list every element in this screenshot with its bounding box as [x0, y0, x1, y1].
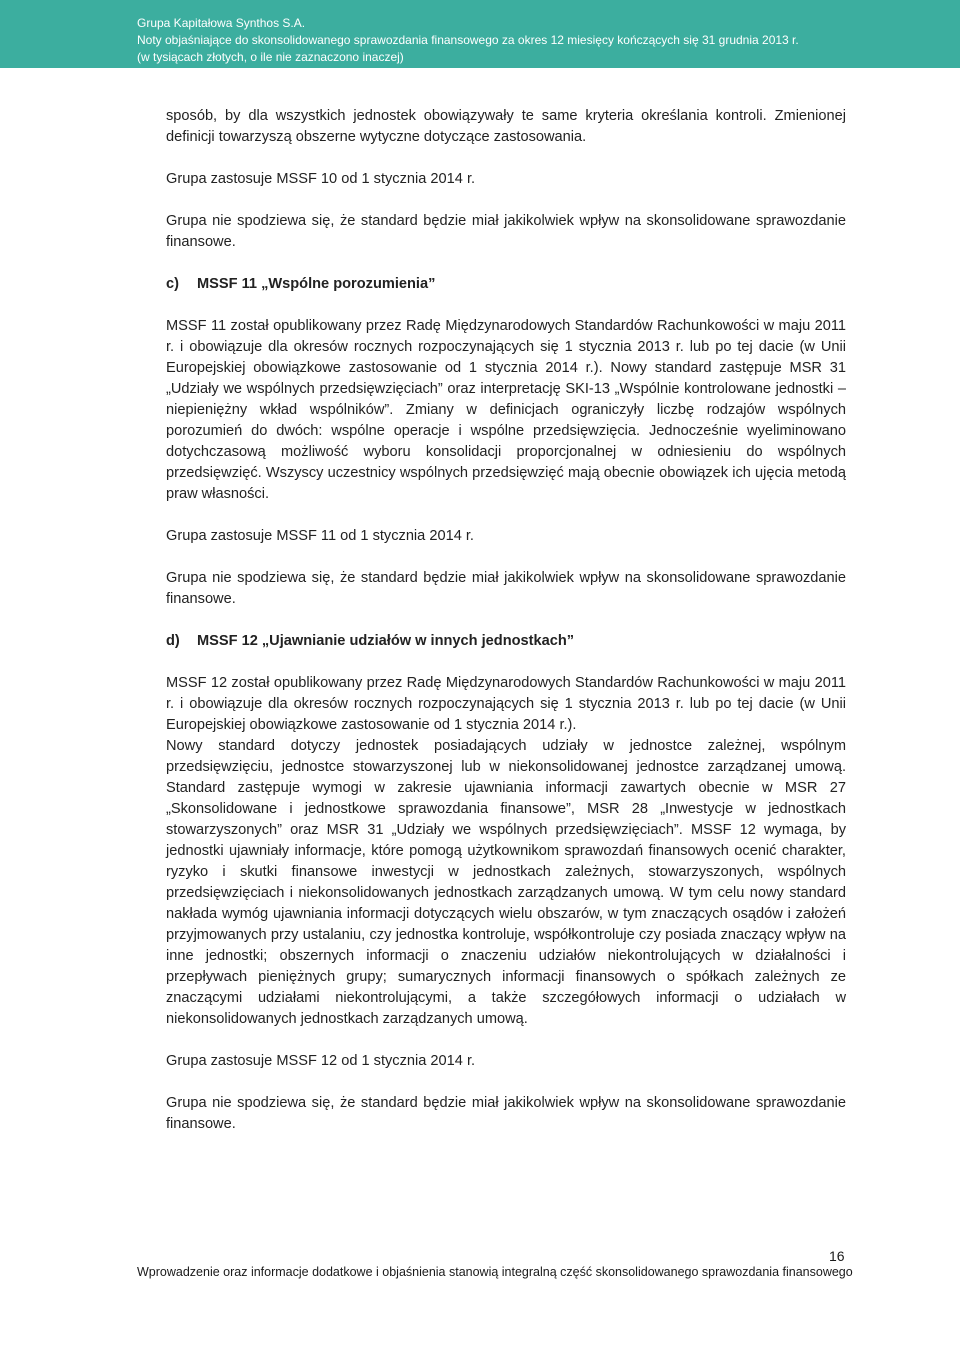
section-d-heading [166, 631, 846, 652]
company-name: Grupa Kapitałowa Synthos S.A. [137, 16, 306, 30]
intro-paragraph: sposób, by dla wszystkich jednostek obowiązywały te same kryteria określania kontroli. Zmienionej definicji towarzyszą obszerne wytyczne dotyczące zastosowania. [166, 108, 846, 145]
section-d-impact-statement: Grupa nie spodziewa się, że standard będzie miał jakikolwiek wpływ na skonsolidowane sprawozdanie finansowe. [166, 1095, 846, 1132]
section-d-publication: MSSF 12 został opublikowany przez Radę Międzynarodowych Standardów Rachunkowości w maju 2011 r. i obowiązuje dla okresów rocznych rozpoczynających się 1 stycznia 2013 r. lub po tej dacie (w Unii Europejskiej obowiązkowe zastosowanie od 1 stycznia 2014 r.). [166, 675, 846, 733]
section-d-application-date: Grupa zastosuje MSSF 12 od 1 stycznia 2014 r. [166, 1053, 476, 1069]
section-d-letter: d) [166, 633, 180, 649]
section-d-title: MSSF 12 „Ujawnianie udziałów w innych jednostkach” [197, 633, 575, 649]
page-header [0, 0, 960, 68]
section-c-application-date: Grupa zastosuje MSSF 11 od 1 stycznia 2014 r. [166, 528, 474, 544]
page-body [166, 106, 846, 1135]
section-c-heading [166, 274, 846, 295]
section-c-title: MSSF 11 „Wspólne porozumienia” [197, 276, 436, 292]
section-c-description: MSSF 11 został opublikowany przez Radę Międzynarodowych Standardów Rachunkowości w maju 2011 r. i obowiązuje dla okresów rocznych rozpoczynających się 1 stycznia 2013 r. lub po tej dacie (w Unii Europejskiej obowiązkowe zastosowanie od 1 stycznia 2014 r.). Nowy standard zastępuje MSR 31 „Udziały we wspólnych przedsięwzięciach” oraz interpretację SKI-13 „Wspólnie kontrolowane jednostki – niepieniężny wkład wspólników”. Zmiany w definicjach ograniczyły liczbę rodzajów wspólnych porozumień do dwóch: wspólne operacje i wspólne przedsięwzięcia. Jednocześnie wyeliminowano dotychczasową możliwość wyboru konsolidacji proporcjonalnej w odniesieniu do wspólnych przedsięwzięć. Wszyscy uczestnicy wspólnych przedsięwzięć mają obecnie obowiązek ich ujęcia metodą praw własności. [166, 318, 846, 502]
intro-impact-statement: Grupa nie spodziewa się, że standard będzie miał jakikolwiek wpływ na skonsolidowane sprawozdanie finansowe. [166, 213, 846, 250]
section-c-letter: c) [166, 276, 179, 292]
footer-note: Wprowadzenie oraz informacje dodatkowe i objaśnienia stanowią integralną część skonsolidowanego sprawozdania finansowego [137, 1265, 853, 1279]
document-title: Noty objaśniające do skonsolidowanego sprawozdania finansowego za okres 12 miesięcy kończących się 31 grudnia 2013 r. [137, 33, 799, 47]
intro-application-date: Grupa zastosuje MSSF 10 od 1 stycznia 2014 r. [166, 171, 476, 187]
page-number: 16 [829, 1248, 845, 1264]
currency-note: (w tysiącach złotych, o ile nie zaznaczono inaczej) [137, 50, 404, 64]
section-c-impact-statement: Grupa nie spodziewa się, że standard będzie miał jakikolwiek wpływ na skonsolidowane sprawozdanie finansowe. [166, 570, 846, 607]
section-d-description: Nowy standard dotyczy jednostek posiadających udziały w jednostce zależnej, wspólnym przedsięwzięciu, jednostce stowarzyszonej lub w niekonsolidowanej jednostce zarządzanej umową. Standard zastępuje wymogi w zakresie ujawniania informacji zawartych obecnie w MSR 27 „Skonsolidowane i jednostkowe sprawozdania finansowe”, MSR 28 „Inwestycje w jednostkach stowarzyszonych” oraz MSR 31 „Udziały we wspólnych przedsięwzięciach”. MSSF 12 wymaga, by jednostki ujawniały informacje, które pomogą użytkownikom sprawozdań finansowych ocenić charakter, ryzyko i skutki finansowe inwestycji w jednostkach zależnych, stowarzyszonych, wspólnych przedsięwzięciach i niekonsolidowanych jednostkach zarządzanych umową. W tym celu nowy standard nakłada wymóg ujawniania informacji dotyczących wielu obszarów, w tym znaczących osądów i założeń przyjmowanych przy ustalaniu, czy jednostka kontroluje, współkontroluje czy posiada znaczący wpływ na inne jednostki; obszernych informacji o znaczeniu udziałów niekontrolujących w działalności i przepływach pieniężnych grupy; sumarycznych informacji finansowych o spółkach zależnych ze znaczącymi udziałami niekontrolującymi, a także szczegółowych informacji o udziałach w niekonsolidowanych jednostkach zarządzanych umową. [166, 738, 846, 1027]
